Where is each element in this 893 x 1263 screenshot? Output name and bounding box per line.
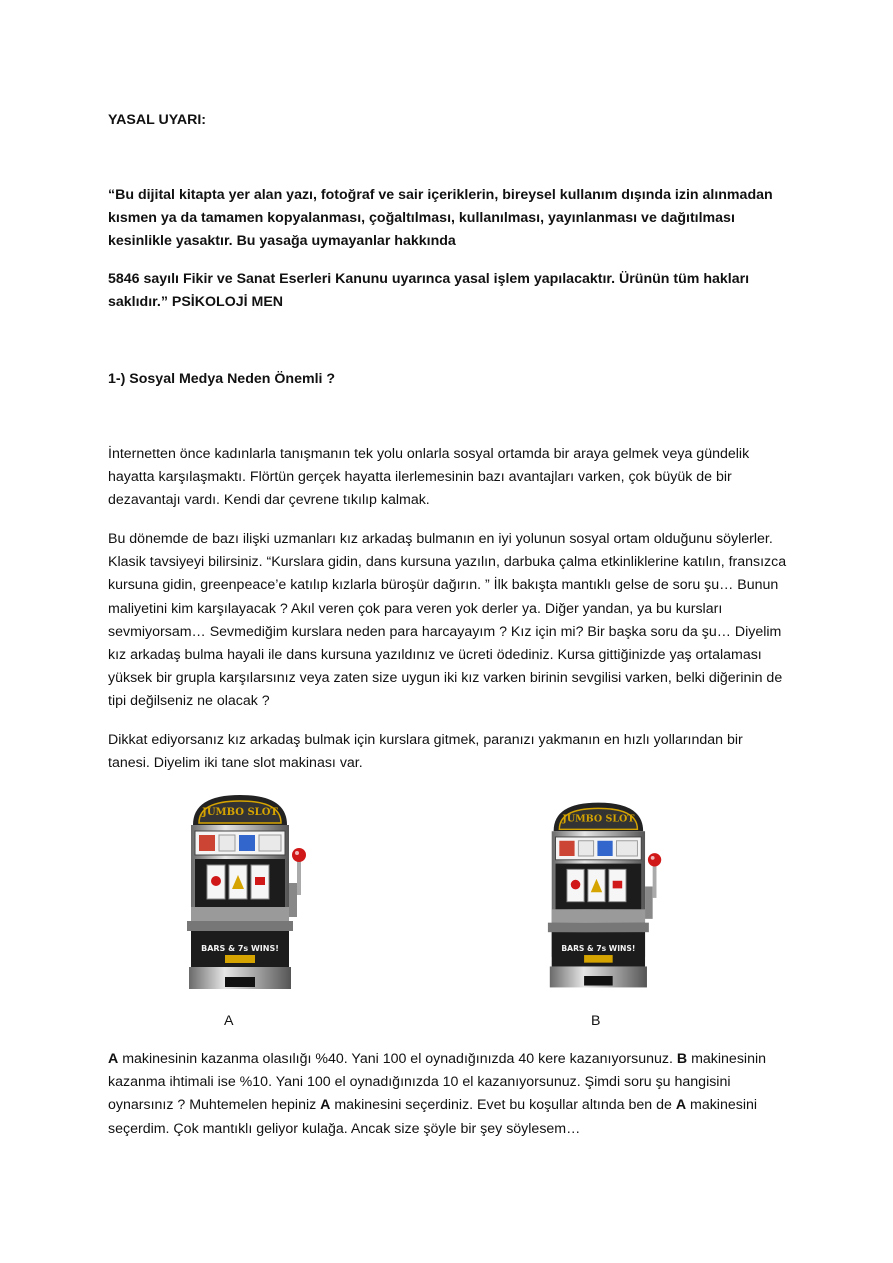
machine-b-panel: BARS & 7s WINS! <box>561 944 636 954</box>
machine-b-logo: JUMBO SLOT <box>562 813 635 825</box>
slot-machine-a-image <box>185 793 311 993</box>
emphasis-b: B <box>676 1051 688 1067</box>
emphasis-a-3: A <box>675 1097 687 1114</box>
legal-paragraph-2: 5846 sayılı Fikir ve Sanat Eserleri Kanunu uyarınca yasal işlem yapılacaktır. Ürünün tüm hakları saklıdır.” PSİKOLOJİ MEN <box>108 271 750 311</box>
emphasis-a: A <box>108 1051 119 1067</box>
slot-machine-b-image <box>546 800 666 992</box>
para4-text-1: makinesinin kazanma olasılığı %40. Yani 100 el oynadığınızda 40 kere kazanıyorsunuz. <box>118 1051 677 1067</box>
section-heading: 1-) Sosyal Medya Neden Önemli ? <box>108 371 336 387</box>
caption-a: A <box>224 1013 234 1029</box>
legal-title: YASAL UYARI: <box>108 112 207 128</box>
emphasis-a-2: A <box>320 1097 331 1114</box>
para4-text-3: makinesini seçerdiniz. Evet bu koşullar altında ben de <box>330 1097 676 1114</box>
body-paragraph-3: Dikkat ediyorsanız kız arkadaş bulmak için kurslara gitmek, paranızı yakmanın en hızlı yollarından bir tanesi. Diyelim iki tane slot makinası var. <box>108 732 743 772</box>
para4-text-2: makinesinin kazanma ihtimali ise %10. Yani 100 el oynadığınızda 10 el kazanıyorsunuz. Şimdi soru şu hangisini oynarsınız ? Muhtemelen hepiniz <box>108 1051 766 1114</box>
body-paragraph-2: Bu dönemde de bazı ilişki uzmanları kız arkadaş bulmanın en iyi yolunun sosyal ortam olduğunu söylerler. Klasik tavsiyeyi bilirsiniz. “Kurslara gidin, dans kursuna yazılın, darbuka çalma etkinliklerine katılın, fransızca kursuna gidin, greenpeace’e katılıp kızlarla büroşür dağırın. ” İlk bakışta mantıklı gelse de soru şu… Bunun maliyetini kim karşılayacak ? Akıl veren çok para veren yok derler ya. Diğer yandan, ya bu kursları sevmiyorsam… Sevmediğim kurslara neden para harcayayım ? Kız için mi? Bir başka soru da şu… Diyelim kız arkadaş bulma hayali ile dans kursuna yazıldınız ve ücreti ödediniz. Kursa gittiğinizde yaş ortalaması yüksek bir grupla karşılarsınız veya zaten size uygun iki kız varken birinin sevgilisi varken, belki diğerinin de tipi değilseniz ne olacak ? <box>108 531 787 710</box>
caption-b: B <box>591 1013 601 1029</box>
machine-a-logo: JUMBO SLOT <box>202 807 278 818</box>
machine-a-panel: BARS & 7s WINS! <box>201 944 279 953</box>
body-paragraph-4 <box>108 1048 788 1141</box>
legal-paragraph-1: “Bu dijital kitapta yer alan yazı, fotoğraf ve sair içeriklerin, bireysel kullanım dışında izin alınmadan kısmen ya da tamamen kopyalanması, çoğaltılması, kullanılması, yayınlanması ve dağıtılması kesinlikle yasaktır. Bu yasağa uymayanlar hakkında <box>108 187 773 250</box>
body-paragraph-1: İnternetten önce kadınlarla tanışmanın tek yolu onlarla sosyal ortamda bir araya gelmek veya gündelik hayatta karşılaşmaktı. Flörtün gerçek hayatta ilerlemesinin bazı avantajları varken, çok büyük de bir dezavantajı vardı. Kendi dar çevrene tıkılıp kalmak. <box>108 446 750 509</box>
para4-text-4: makinesini seçerdim. Çok mantıklı geliyor kulağa. Ancak size şöyle bir şey söylesem… <box>108 1097 758 1137</box>
